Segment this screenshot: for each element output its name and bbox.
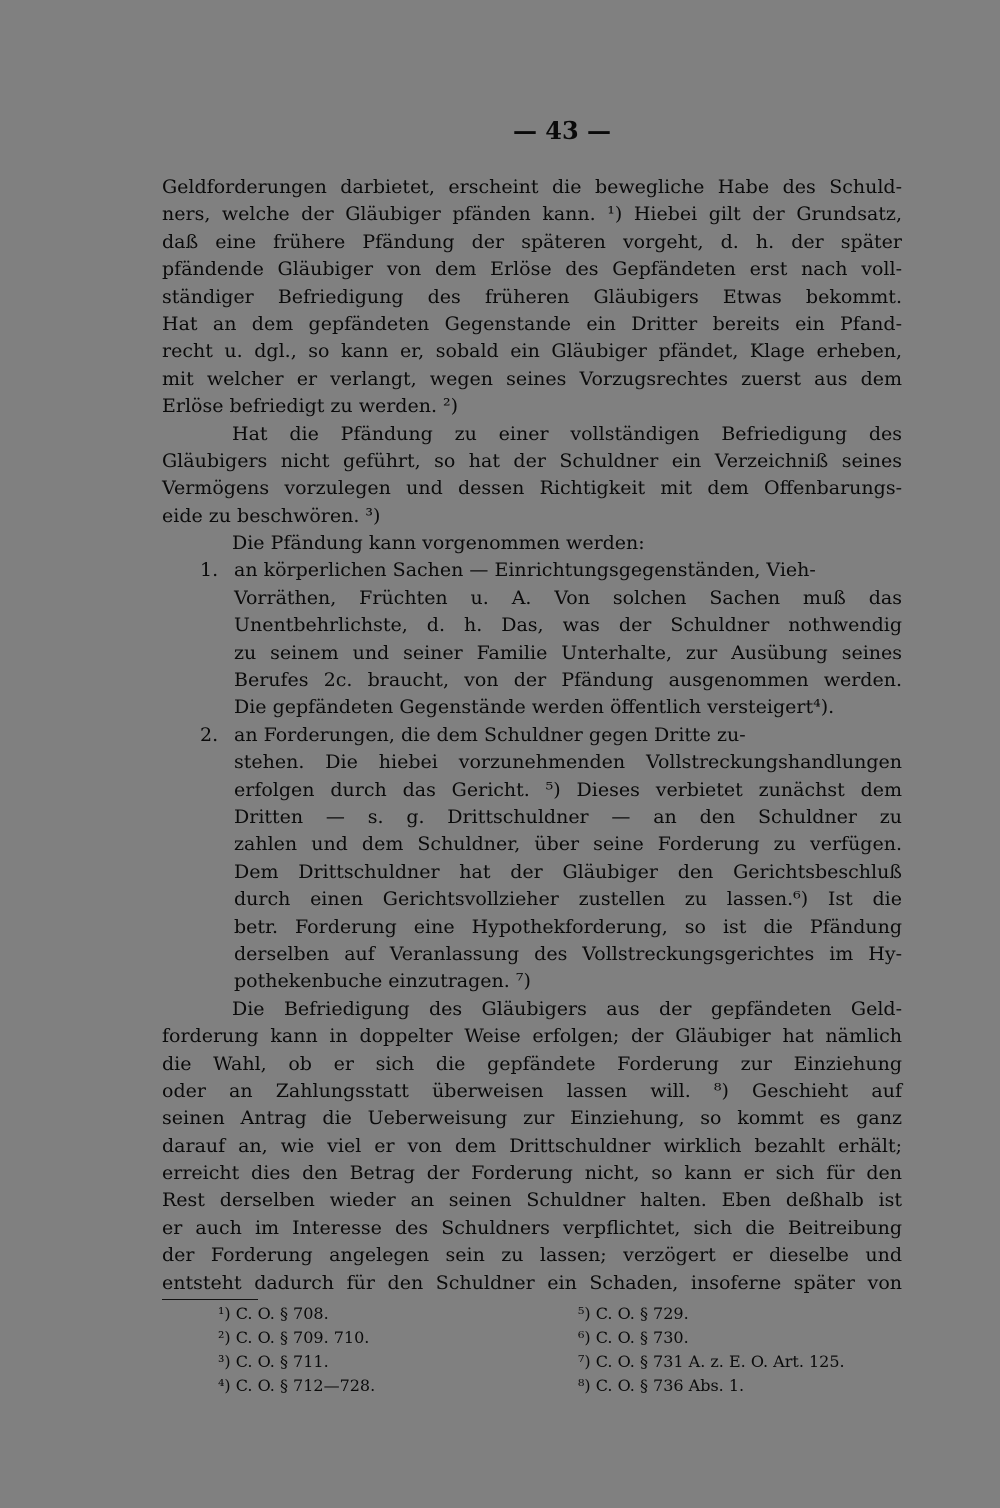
footnotes-right-column [578,1302,918,1398]
text-line: Die Befriedigung des Gläubigers aus der gepfändeten Geld- [232,997,902,1020]
text-line: Unentbehrlichste, d. h. Das, was der Schuldner nothwendig [234,614,902,637]
text-line: Die Pfändung kann vorgenommen werden: [232,532,645,555]
text-line: Vorräthen, Früchten u. A. Von solchen Sachen muß das [234,586,902,609]
text-line: darauf an, wie viel er von dem Drittschuldner wirklich bezahlt erhält; [162,1134,902,1157]
footnote-divider [162,1299,258,1300]
footnote: ⁸) C. O. § 736 Abs. 1. [578,1376,745,1395]
text-line: Rest derselben wieder an seinen Schuldner halten. Eben deßhalb ist [162,1189,902,1212]
footnote: ²) C. O. § 709. 710. [218,1328,370,1347]
text-line: zahlen und dem Schuldner, über seine Forderung zu verfügen. [234,833,902,856]
text-line: oder an Zahlungsstatt überweisen lassen will. ⁸) Geschieht auf [162,1079,902,1102]
text-line: erfolgen durch das Gericht. ⁵) Dieses verbietet zunächst dem [234,778,902,801]
footnote: ⁷) C. O. § 731 A. z. E. O. Art. 125. [578,1352,845,1371]
text-line: eide zu beschwören. ³) [162,504,381,527]
text-line: Geldforderungen darbietet, erscheint die bewegliche Habe des Schuld- [162,176,902,198]
text-line: entsteht dadurch für den Schuldner ein Schaden, insoferne später von [162,1271,902,1294]
text-line: forderung kann in doppelter Weise erfolgen; der Gläubiger hat nämlich [162,1025,902,1048]
footnote: ⁴) C. O. § 712—728. [218,1376,376,1395]
list-number: 1. [200,559,219,582]
text-line [162,722,902,749]
text-line: derselben auf Veranlassung des Vollstreckungsgerichtes im Hy- [234,942,902,965]
text-line: der Forderung angelegen sein zu lassen; verzögert er dieselbe und [162,1244,902,1267]
text-line: Erlöse befriedigt zu werden. ²) [162,395,459,418]
page-number: — 43 — [512,116,612,145]
text-line: ners, welche der Gläubiger pfänden kann. ¹) Hiebei gilt der Grundsatz, [162,203,902,226]
text-line: recht u. dgl., so kann er, sobald ein Gläubiger pfändet, Klage erheben, [162,340,902,363]
text-line: Dritten — s. g. Drittschuldner — an den Schuldner zu [234,805,902,828]
text-line: Vermögens vorzulegen und dessen Richtigkeit mit dem Offenbarungs- [162,477,902,500]
list-item-text: an körperlichen Sachen — Einrichtungsgegenständen, Vieh- [234,559,816,582]
text-line: erreicht dies den Betrag der Forderung nicht, so kann er sich für den [162,1162,902,1185]
text-line: zu seinem und seiner Familie Unterhalte, zur Ausübung seines [234,641,902,664]
text-line: Gläubigers nicht geführt, so hat der Schuldner ein Verzeichniß seines [162,449,902,472]
text-line: durch einen Gerichtsvollzieher zustellen zu lassen.⁶) Ist die [234,888,902,911]
text-line: mit welcher er verlangt, wegen seines Vorzugsrechtes zuerst aus dem [162,367,902,390]
text-line: Die gepfändeten Gegenstände werden öffentlich versteigert⁴). [234,696,835,719]
text-line: Dem Drittschuldner hat der Gläubiger den Gerichtsbeschluß [234,860,902,883]
footnotes-left-column [218,1302,578,1398]
footnote: ¹) C. O. § 708. [218,1304,329,1323]
footnote: ³) C. O. § 711. [218,1352,329,1371]
list-number: 2. [200,723,219,746]
list-item-text: an Forderungen, die dem Schuldner gegen Dritte zu- [234,723,746,746]
footnote: ⁶) C. O. § 730. [578,1328,689,1347]
text-line: daß eine frühere Pfändung der späteren vorgeht, d. h. der später [162,230,902,253]
text-line: pothekenbuche einzutragen. ⁷) [234,970,531,993]
text-line: die Wahl, ob er sich die gepfändete Forderung zur Einziehung [162,1052,902,1075]
text-line: betr. Forderung eine Hypothekforderung, so ist die Pfändung [234,915,902,938]
text-line: Berufes 2c. braucht, von der Pfändung ausgenommen werden. [234,669,902,692]
footnotes [218,1302,918,1398]
text-line: Hat an dem gepfändeten Gegenstande ein Dritter bereits ein Pfand- [162,312,902,335]
text-line: ständiger Befriedigung des früheren Gläubigers Etwas bekommt. [162,285,902,308]
text-line: seinen Antrag die Ueberweisung zur Einziehung, so kommt es ganz [162,1107,902,1130]
text-line: Hat die Pfändung zu einer vollständigen Befriedigung des [232,422,902,445]
text-line: stehen. Die hiebei vorzunehmenden Vollstreckungshandlungen [234,751,902,774]
text-line [162,557,902,584]
body-text [162,174,902,1297]
text-line: pfändende Gläubiger von dem Erlöse des Gepfändeten erst nach voll- [162,258,902,281]
text-line: er auch im Interesse des Schuldners verpflichtet, sich die Beitreibung [162,1216,902,1239]
footnote: ⁵) C. O. § 729. [578,1304,689,1323]
